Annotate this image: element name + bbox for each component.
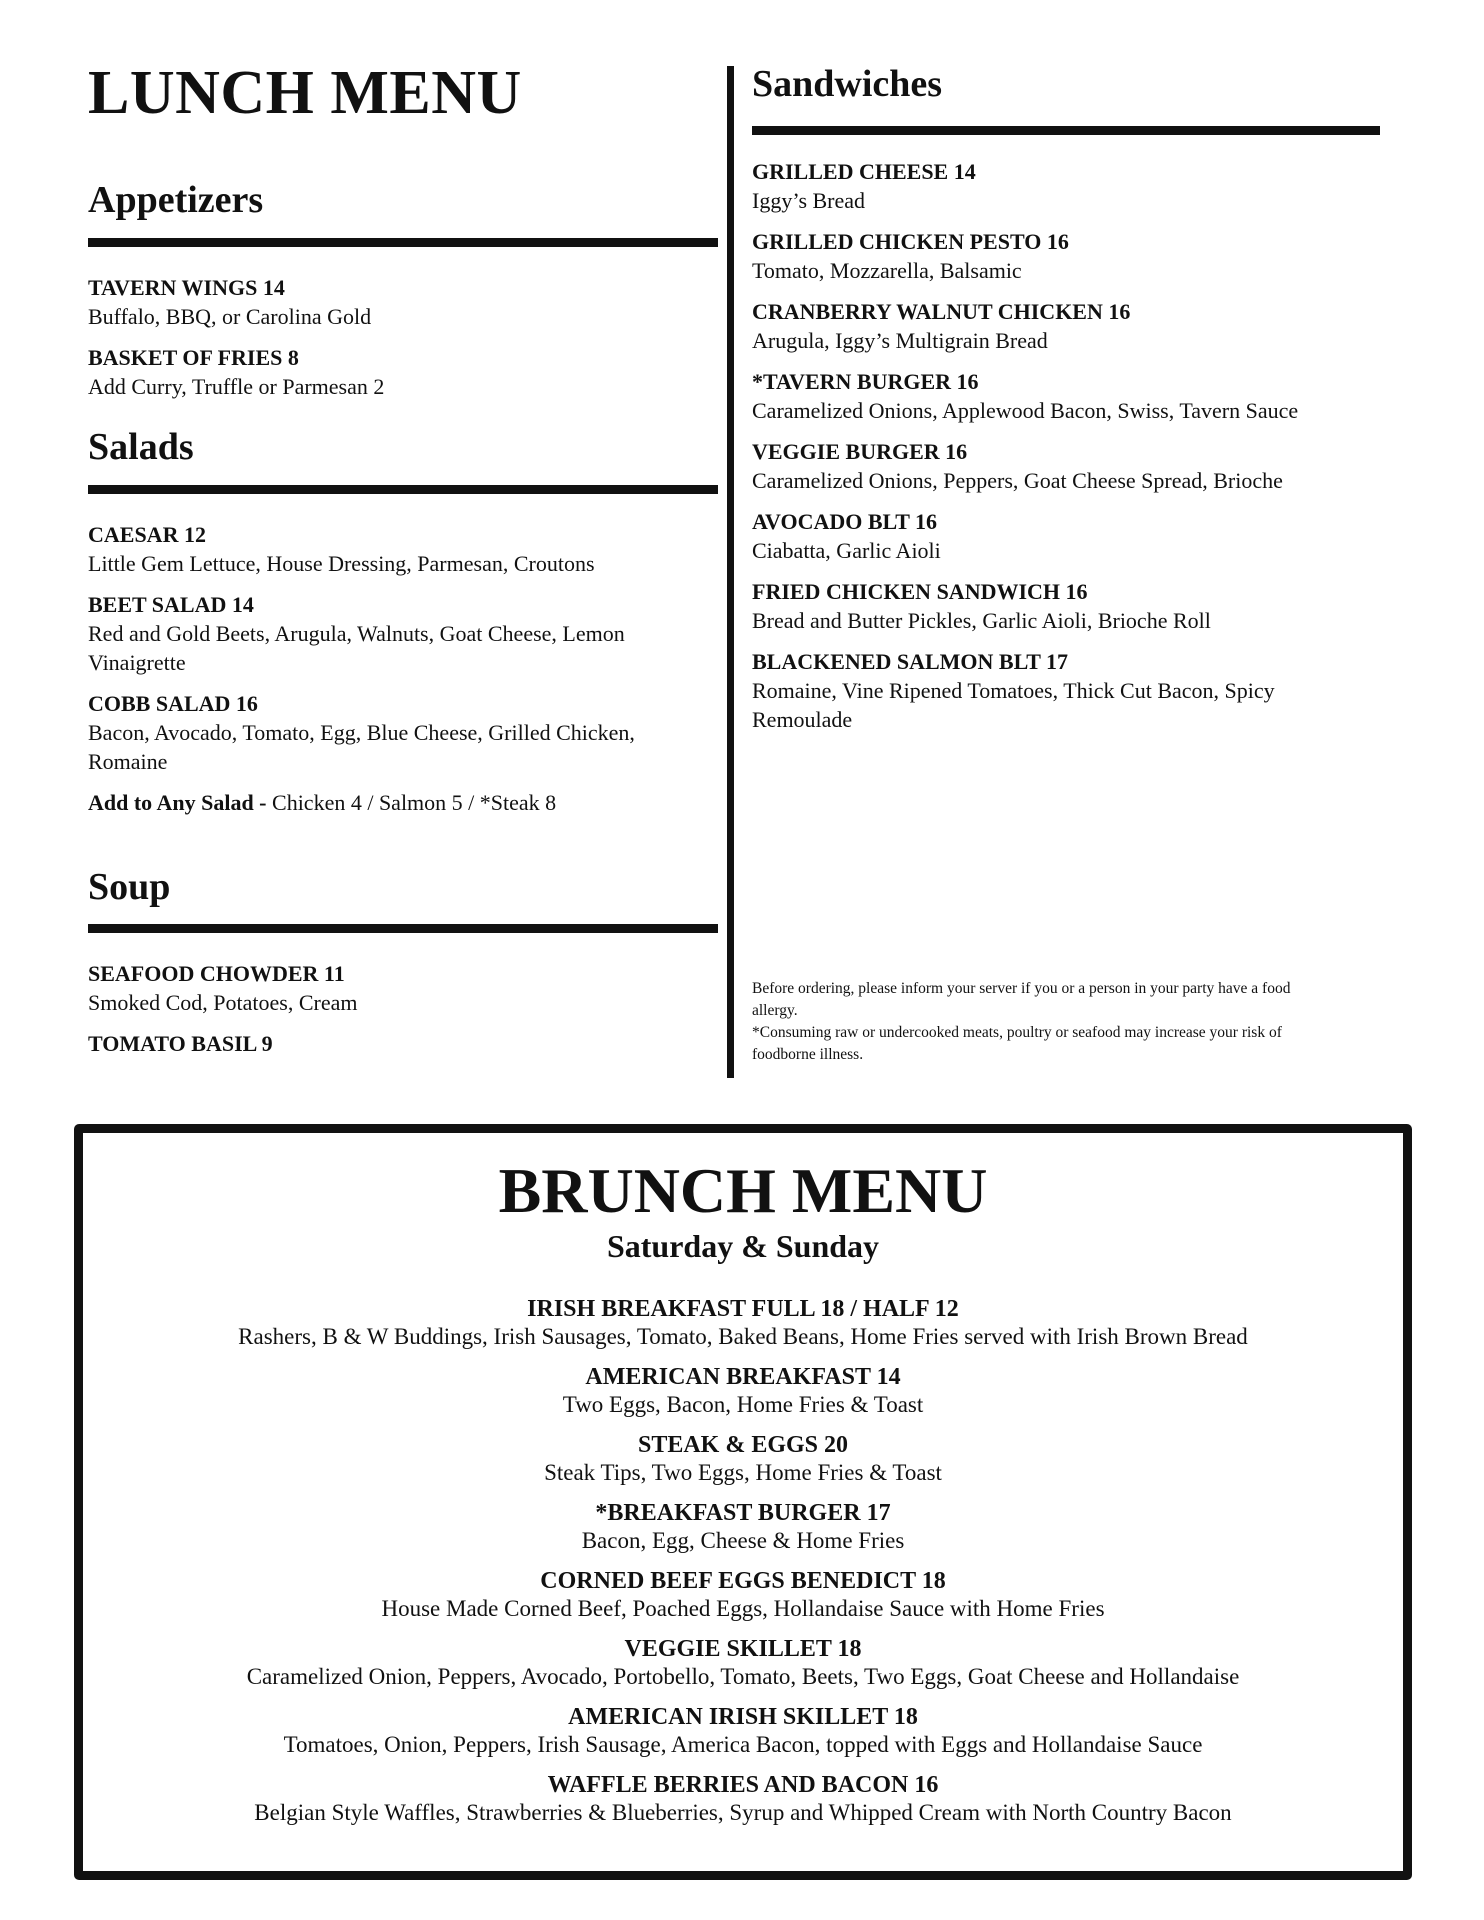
salad-addon-line (88, 788, 718, 817)
menu-item (88, 689, 718, 776)
item-name: AMERICAN BREAKFAST 14 (585, 1364, 901, 1391)
item-name: IRISH BREAKFAST FULL 18 / HALF 12 (527, 1296, 959, 1323)
item-name: CRANBERRY WALNUT CHICKEN 16 (752, 298, 1131, 324)
item-description: Romaine, Vine Ripened Tomatoes, Thick Cut Bacon, Spicy Remoulade (752, 677, 1275, 732)
item-name: GRILLED CHEESE 14 (752, 158, 976, 184)
brunch-item (83, 1431, 1403, 1487)
item-name: *TAVERN BURGER 16 (752, 368, 979, 394)
item-name: WAFFLE BERRIES AND BACON 16 (547, 1772, 939, 1799)
brunch-item (83, 1635, 1403, 1691)
consumption-warning-line: *Consuming raw or undercooked meats, poultry or seafood may increase your risk of foodborne illness. (752, 1024, 1282, 1063)
menu-item (88, 520, 718, 578)
item-name: AVOCADO BLT 16 (752, 508, 937, 534)
brunch-item (83, 1295, 1403, 1351)
column-divider (727, 66, 734, 1078)
soup-heading: Soup (88, 865, 171, 908)
item-description: Add Curry, Truffle or Parmesan 2 (88, 373, 385, 399)
appetizers-heading: Appetizers (88, 179, 264, 221)
item-description: Ciabatta, Garlic Aioli (752, 537, 941, 563)
item-name: VEGGIE SKILLET 18 (624, 1636, 862, 1663)
menu-item (88, 959, 718, 1017)
item-description: Bacon, Egg, Cheese & Home Fries (581, 1528, 905, 1554)
item-description: Rashers, B & W Buddings, Irish Sausages, Tomato, Baked Beans, Home Fries served with Irish Brown Bread (238, 1324, 1248, 1350)
menu-item (752, 507, 1382, 565)
lunch-menu-title: LUNCH MENU (88, 59, 522, 127)
item-description: Buffalo, BBQ, or Carolina Gold (88, 303, 372, 329)
lunch-right-column (752, 52, 1382, 746)
allergy-notice-line: Before ordering, please inform your server if you or a person in your party have a food allergy. (752, 980, 1291, 1019)
brunch-item (83, 1703, 1403, 1759)
brunch-item (83, 1567, 1403, 1623)
menu-item (752, 227, 1382, 285)
item-description: House Made Corned Beef, Poached Eggs, Hollandaise Sauce with Home Fries (381, 1596, 1105, 1622)
item-description: Red and Gold Beets, Arugula, Walnuts, Goat Cheese, Lemon Vinaigrette (88, 620, 625, 675)
sandwiches-heading: Sandwiches (752, 63, 943, 105)
menu-item (88, 343, 718, 401)
section-divider (88, 485, 718, 494)
menu-item (88, 1029, 718, 1058)
item-description: Bread and Butter Pickles, Garlic Aioli, Brioche Roll (752, 607, 1211, 633)
menu-item (88, 273, 718, 331)
section-divider (752, 126, 1380, 135)
item-description: Belgian Style Waffles, Strawberries & Blueberries, Syrup and Whipped Cream with North Country Bacon (254, 1800, 1232, 1826)
item-description: Tomato, Mozzarella, Balsamic (752, 257, 1022, 283)
item-name: COBB SALAD 16 (88, 690, 258, 716)
item-description: Iggy’s Bread (752, 187, 866, 213)
item-name: TAVERN WINGS 14 (88, 274, 285, 300)
item-description: Little Gem Lettuce, House Dressing, Parmesan, Croutons (88, 550, 595, 576)
item-description: Arugula, Iggy’s Multigrain Bread (752, 327, 1048, 353)
item-name: VEGGIE BURGER 16 (752, 438, 968, 464)
item-description: Tomatoes, Onion, Peppers, Irish Sausage, America Bacon, topped with Eggs and Hollandaise Sauce (283, 1732, 1203, 1758)
brunch-menu-title: BRUNCH MENU (498, 1155, 988, 1226)
item-description: Caramelized Onions, Peppers, Goat Cheese Spread, Brioche (752, 467, 1283, 493)
item-description: Two Eggs, Bacon, Home Fries & Toast (562, 1392, 924, 1418)
item-name: BASKET OF FRIES 8 (88, 344, 299, 370)
item-name: CORNED BEEF EGGS BENEDICT 18 (540, 1568, 946, 1595)
item-name: BEET SALAD 14 (88, 591, 254, 617)
addon-options: Chicken 4 / Salmon 5 / *Steak 8 (266, 789, 557, 815)
lunch-left-column (88, 52, 718, 1070)
item-description: Caramelized Onion, Peppers, Avocado, Portobello, Tomato, Beets, Two Eggs, Goat Cheese and Hollandaise (246, 1664, 1240, 1690)
menu-item (752, 157, 1382, 215)
item-description: Steak Tips, Two Eggs, Home Fries & Toast (544, 1460, 942, 1486)
brunch-item (83, 1499, 1403, 1555)
item-name: TOMATO BASIL 9 (88, 1031, 273, 1057)
item-name: BLACKENED SALMON BLT 17 (752, 648, 1069, 674)
menu-item (752, 297, 1382, 355)
section-divider (88, 924, 718, 933)
allergy-notice (752, 978, 1312, 1066)
item-name: *BREAKFAST BURGER 17 (595, 1500, 891, 1527)
menu-item (752, 437, 1382, 495)
section-divider (88, 238, 718, 247)
item-description: Bacon, Avocado, Tomato, Egg, Blue Cheese, Grilled Chicken, Romaine (88, 719, 635, 774)
item-name: CAESAR 12 (88, 521, 206, 547)
menu-item (88, 590, 718, 677)
item-name: SEAFOOD CHOWDER 11 (88, 961, 345, 987)
menu-item (752, 647, 1292, 734)
salads-heading: Salads (88, 425, 194, 468)
item-description: Caramelized Onions, Applewood Bacon, Swiss, Tavern Sauce (752, 397, 1299, 423)
brunch-days-subtitle: Saturday & Sunday (606, 1228, 880, 1264)
brunch-item (83, 1771, 1403, 1827)
item-name: AMERICAN IRISH SKILLET 18 (568, 1704, 918, 1731)
menu-item (752, 367, 1382, 425)
brunch-menu-box (74, 1124, 1412, 1880)
addon-label: Add to Any Salad - (88, 789, 267, 815)
item-name: FRIED CHICKEN SANDWICH 16 (752, 578, 1088, 604)
item-name: STEAK & EGGS 20 (637, 1432, 849, 1459)
brunch-item (83, 1363, 1403, 1419)
item-description: Smoked Cod, Potatoes, Cream (88, 990, 358, 1016)
menu-item (752, 577, 1382, 635)
item-name: GRILLED CHICKEN PESTO 16 (752, 228, 1069, 254)
